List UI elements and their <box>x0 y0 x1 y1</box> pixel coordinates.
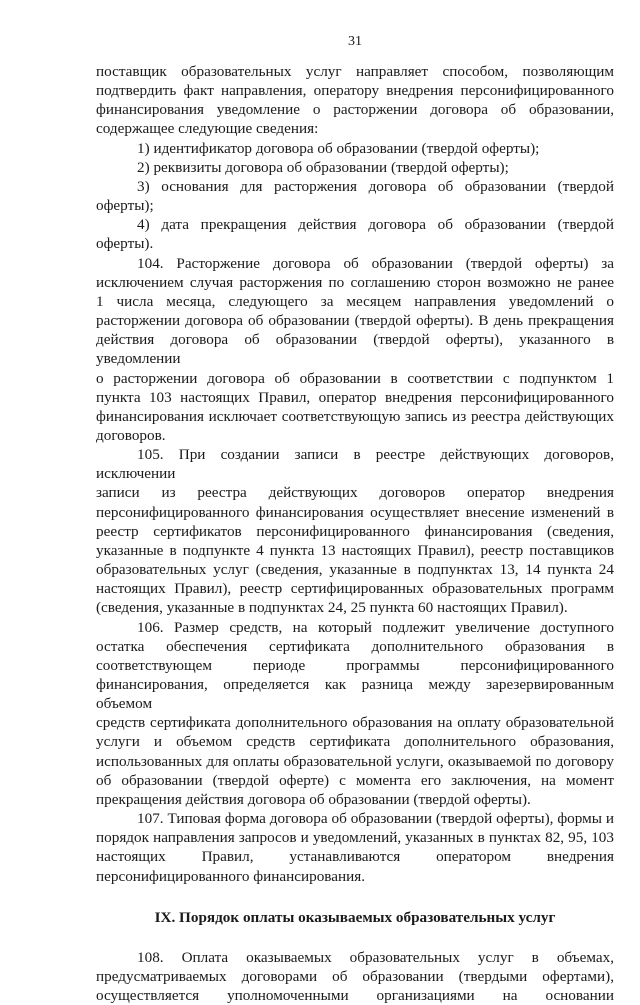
text-line: порядок направления запросов и уведомлений, указанных в пунктах 82, 95, 103 <box>96 829 614 847</box>
text-line: настоящих Правил, устанавливаются оператором внедрения <box>96 848 614 866</box>
page-number: 31 <box>348 34 362 49</box>
text-line: образовательных услуг (сведения, указанные в подпунктах 13, 14 пункта 24 <box>96 561 614 579</box>
text-line: предусматриваемых договорами об образовании (твердыми офертами), <box>96 967 614 985</box>
text-line: финансирования исключает соответствующую запись из реестра действующих <box>96 407 614 425</box>
paragraph-106-start: 106. Размер средств, на который подлежит увеличение доступного <box>137 618 614 636</box>
list-item: 2) реквизиты договора об образовании (твердой оферты); <box>137 158 509 176</box>
text-line: об образовании (твердой оферте) с момента его заключения, на момент <box>96 771 614 789</box>
list-item: 3) основания для расторжения договора об образовании (твердой <box>137 177 614 195</box>
text-line: пункта 103 настоящих Правил, оператор внедрения персонифицированного <box>96 388 614 406</box>
text-line: расторжении договора об образовании (твердой оферты). В день прекращения <box>96 312 614 330</box>
text-line: прекращения действия договора об образовании (твердой оферты). <box>96 790 531 808</box>
text-line: реестр сертификатов персонифицированного финансирования (сведения, <box>96 522 614 540</box>
text-line: средств сертификата дополнительного образования на оплату образовательной <box>96 714 614 732</box>
text-line: персонифицированного финансирования. <box>96 867 366 885</box>
text-line: указанные в подпункте 4 пункта 13 настоящих Правил), реестр поставщиков <box>96 541 614 559</box>
text-line: оферты); <box>96 197 154 215</box>
text-line: действия договора об образовании (твердой оферты), указанного в уведомлении <box>96 331 614 368</box>
text-line: исключением случая расторжения по соглашению сторон возможно не ранее <box>96 273 614 291</box>
text-line: соответствующем периоде программы персонифицированного <box>96 656 614 674</box>
paragraph-107-start: 107. Типовая форма договора об образовании (твердой оферты), формы и <box>137 810 614 828</box>
text-line: о расторжении договора об образовании в соответствии с подпунктом 1 <box>96 369 614 387</box>
text-line: записи из реестра действующих договоров оператор внедрения <box>96 484 614 502</box>
text-line: (сведения, указанные в подпунктах 24, 25 пункта 60 настоящих Правил). <box>96 599 568 617</box>
text-line: подтвердить факт направления, оператору внедрения персонифицированного <box>96 82 614 100</box>
list-item: 1) идентификатор договора об образовании (твердой оферты); <box>137 139 540 157</box>
section-heading: IX. Порядок оплаты оказываемых образовательных услуг <box>154 908 556 926</box>
text-line: договоров. <box>96 426 166 444</box>
paragraph-108-start: 108. Оплата оказываемых образовательных услуг в объемах, <box>137 948 614 966</box>
text-line: персонифицированного финансирования осуществляет внесение изменений в <box>96 503 614 521</box>
text-line: осуществляется уполномоченными организациями на основании <box>96 987 614 1005</box>
text-line: настоящих Правил), реестр сертифицированных образовательных программ <box>96 580 614 598</box>
text-line: поставщик образовательных услуг направляет способом, позволяющим <box>96 63 614 80</box>
text-line: 1 числа месяца, следующего за месяцем направления уведомлений о <box>96 292 614 310</box>
text-line: услуги и объемом средств сертификата дополнительного образования, <box>96 733 614 751</box>
text-line: использованных для оплаты образовательной услуги, оказываемой по договору <box>96 752 614 770</box>
list-item: 4) дата прекращения действия договора об образовании (твердой оферты). <box>96 216 614 253</box>
text-line: финансирования уведомление о расторжении договора об образовании, <box>96 101 614 119</box>
text-line: остатка обеспечения сертификата дополнительного образования в <box>96 637 614 655</box>
document-body <box>96 62 614 1005</box>
paragraph-104-start: 104. Расторжение договора об образовании (твердой оферты) за <box>137 254 614 272</box>
text-line: финансирования, определяется как разница между зарезервированным объемом <box>96 676 614 713</box>
paragraph-105-start: 105. При создании записи в реестре действующих договоров, исключении <box>96 446 614 483</box>
text-line: содержащее следующие сведения: <box>96 120 319 138</box>
